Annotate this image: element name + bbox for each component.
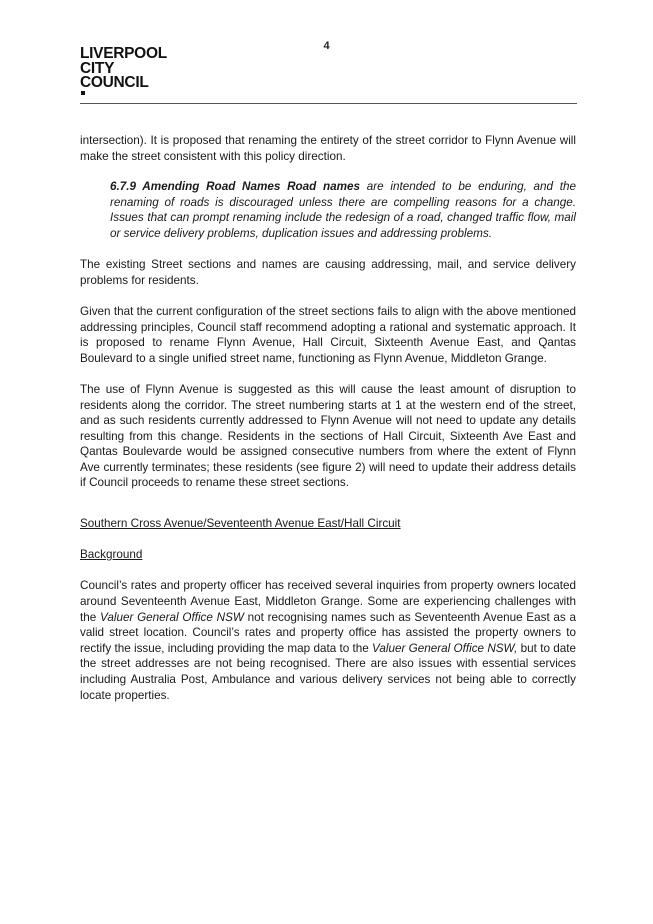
section-heading: Southern Cross Avenue/Seventeenth Avenue East/Hall Circuit <box>80 517 401 531</box>
logo-line-2: CITY <box>80 59 115 77</box>
background-text-2: not recognising names such as Seventeenth Avenue East as a valid street location. Council’s rates and property office has assisted the property owners to rectify the issue, including providing the map data to the <box>80 610 576 655</box>
logo-line-3 <box>80 76 167 95</box>
page-number: 4 <box>323 40 330 52</box>
document-body <box>80 133 576 703</box>
background-italic-1: Valuer General Office NSW <box>99 610 244 624</box>
header-divider <box>80 103 577 104</box>
paragraph-background <box>80 578 576 703</box>
policy-quote-heading: 6.7.9 Amending Road Names Road names <box>110 180 361 194</box>
sub-heading-background: Background <box>80 548 143 562</box>
paragraph-existing-sections: The existing Street sections and names are causing addressing, mail, and service delivery problems for residents. <box>80 258 576 287</box>
policy-quote <box>110 179 576 241</box>
background-italic-2: Valuer General Office NSW, <box>372 641 518 655</box>
paragraph-flynn-avenue: The use of Flynn Avenue is suggested as this will cause the least amount of disruption to residents along the corridor. The street numbering starts at 1 at the western end of the street, and as such residents currently addressed to Flynn Avenue will not need to update any details resulting from this change. Residents in the sections of Hall Circuit, Sixteenth Ave East and Qantas Boulevarde would be assigned consecutive numbers from where the extent of Flynn Ave currently terminates; these residents (see figure 2) will need to update their address details if Council proceeds to rename these street sections. <box>80 382 576 490</box>
paragraph-recommendation: Given that the current configuration of the street sections fails to align with the above mentioned addressing principles, Council staff recommend adopting a rational and systematic approach. It is proposed to rename Flynn Avenue, Hall Circuit, Sixteenth Avenue East, and Qantas Boulevard to a single unified street name, functioning as Flynn Avenue, Middleton Grange. <box>80 304 576 365</box>
policy-quote-text: are intended to be enduring, and the renaming of roads is discouraged unless there are compelling reasons for a change. Issues that can prompt renaming include the redesign of a road, changed traffic flow, mail or service delivery problems, duplication issues and addressing problems. <box>110 180 577 240</box>
background-text-3: but to date the street addresses are not being recognised. There are also issues with essential services including Australia Post, Ambulance and various delivery services not being able to correctly locate properties. <box>80 641 576 702</box>
background-text-1: Council’s rates and property officer has received several inquiries from property owners located around Seventeenth Avenue East, Middleton Grange. Some are experiencing challenges with the <box>80 579 576 624</box>
logo-dot-icon <box>81 91 85 95</box>
paragraph-intersection: intersection). It is proposed that renaming the entirety of the street corridor to Flynn Avenue will make the street consistent with this policy direction. <box>80 134 576 163</box>
council-logo <box>80 47 167 95</box>
logo-line-3-text: COUNCIL <box>80 74 149 91</box>
logo-line-1: LIVERPOOL <box>80 45 167 62</box>
